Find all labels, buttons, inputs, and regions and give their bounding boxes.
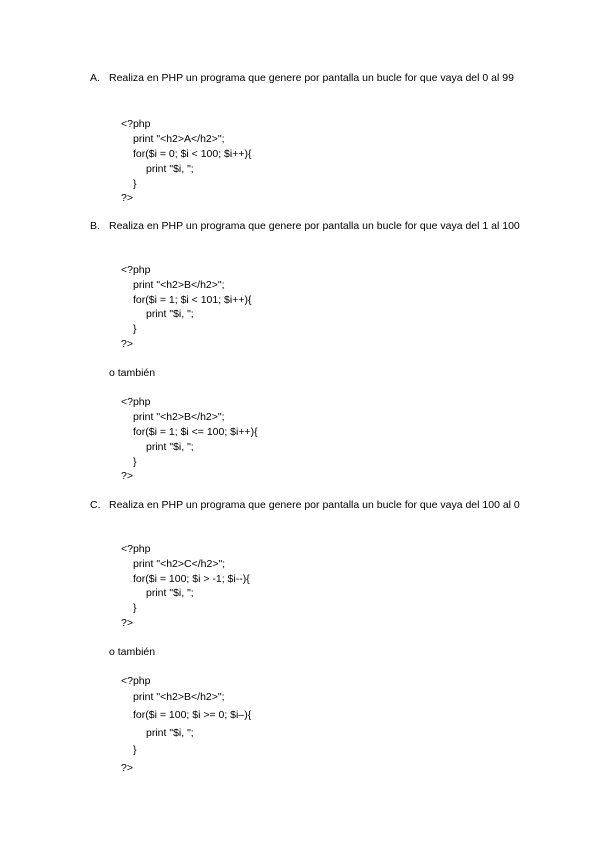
code-line: ?> (121, 192, 133, 204)
code-line: print "<h2>B</h2>"; (133, 411, 225, 423)
code-line: } (133, 323, 137, 335)
code-line: ?> (121, 470, 133, 482)
code-line: ?> (121, 338, 133, 350)
code-line: print "$i, "; (146, 587, 194, 599)
section-c-question: Realiza en PHP un programa que genere por pantalla un bucle for que vaya del 100 al 0 (109, 499, 520, 511)
code-line: ?> (121, 762, 133, 774)
code-line: print "$i, "; (146, 163, 194, 175)
code-line: <?php (121, 543, 151, 555)
code-line: <?php (121, 264, 151, 276)
code-line: print "<h2>B</h2>"; (133, 691, 225, 703)
code-line: for($i = 100; $i >= 0; $i–){ (133, 709, 252, 721)
code-line: print "<h2>B</h2>"; (133, 279, 225, 291)
code-line: print "$i, "; (146, 441, 194, 453)
code-line: print "<h2>A</h2>"; (133, 133, 225, 145)
section-c-letter: C. (90, 499, 101, 511)
code-line: } (133, 456, 137, 468)
code-line: <?php (121, 675, 151, 687)
code-line: for($i = 1; $i < 101; $i++){ (133, 294, 252, 306)
section-b-letter: B. (90, 220, 100, 232)
section-b-question: Realiza en PHP un programa que genere por pantalla un bucle for que vaya del 1 al 100 (109, 220, 520, 232)
section-a-letter: A. (90, 72, 100, 84)
alt-label: o también (109, 646, 156, 658)
code-line: print "$i, "; (146, 308, 194, 320)
code-line: for($i = 100; $i > -1; $i--){ (133, 573, 250, 585)
code-line: for($i = 0; $i < 100; $i++){ (133, 148, 252, 160)
code-line: } (133, 602, 137, 614)
code-line: } (133, 178, 137, 190)
code-line: } (133, 744, 137, 756)
alt-label: o también (109, 367, 156, 379)
code-line: print "$i, "; (146, 727, 194, 739)
code-line: <?php (121, 396, 151, 408)
code-line: <?php (121, 118, 151, 130)
code-line: print "<h2>C</h2>"; (133, 558, 226, 570)
code-line: for($i = 1; $i <= 100; $i++){ (133, 426, 258, 438)
section-a-question: Realiza en PHP un programa que genere por pantalla un bucle for que vaya del 0 al 99 (109, 72, 514, 84)
code-line: ?> (121, 617, 133, 629)
